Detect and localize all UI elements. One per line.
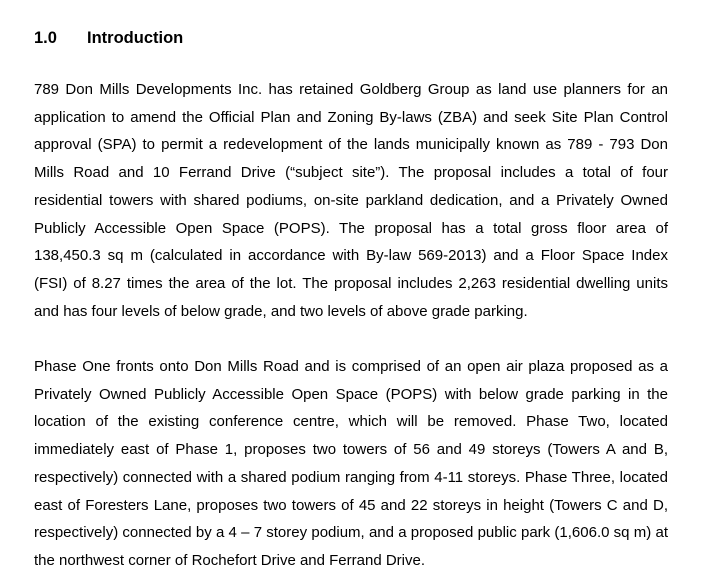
paragraph-introduction: 789 Don Mills Developments Inc. has retained Goldberg Group as land use planners for an application to amend the Official Plan and Zoning By-laws (ZBA) and seek Site Plan Control approval (SPA) to permit a redevelopment of the lands municipally known as 789 - 793 Don Mills Road and 10 Ferrand Drive (“subject site”). The proposal includes a total of four residential towers with shared podiums, on-site parkland dedication, and a Privately Owned Publicly Accessible Open Space (POPS). The proposal has a total gross floor area of 138,450.3 sq m (calculated in accordance with By-law 569-2013) and a Floor Space Index (FSI) of 8.27 times the area of the lot. The proposal includes 2,263 residential dwelling units and has four levels of below grade, and two levels of above grade parking. [34, 81, 668, 320]
section-heading [34, 28, 183, 48]
section-number: 1.0 [34, 29, 57, 47]
section-title: Introduction [87, 29, 184, 47]
paragraph-phases: Phase One fronts onto Don Mills Road and is comprised of an open air plaza proposed as a Privately Owned Publicly Accessible Open Space (POPS) with below grade parking in the location of the existing conference centre, which will be removed. Phase Two, located immediately east of Phase 1, proposes two towers of 56 and 49 storeys (Towers A and B, respectively) connected with a shared podium ranging from 4-11 storeys. Phase Three, located east of Foresters Lane, proposes two towers of 45 and 22 storeys in height (Towers C and D, respectively) connected by a 4 – 7 storey podium, and a proposed public park (1,606.0 sq m) at the northwest corner of Rochefort Drive and Ferrand Drive. [34, 358, 668, 569]
